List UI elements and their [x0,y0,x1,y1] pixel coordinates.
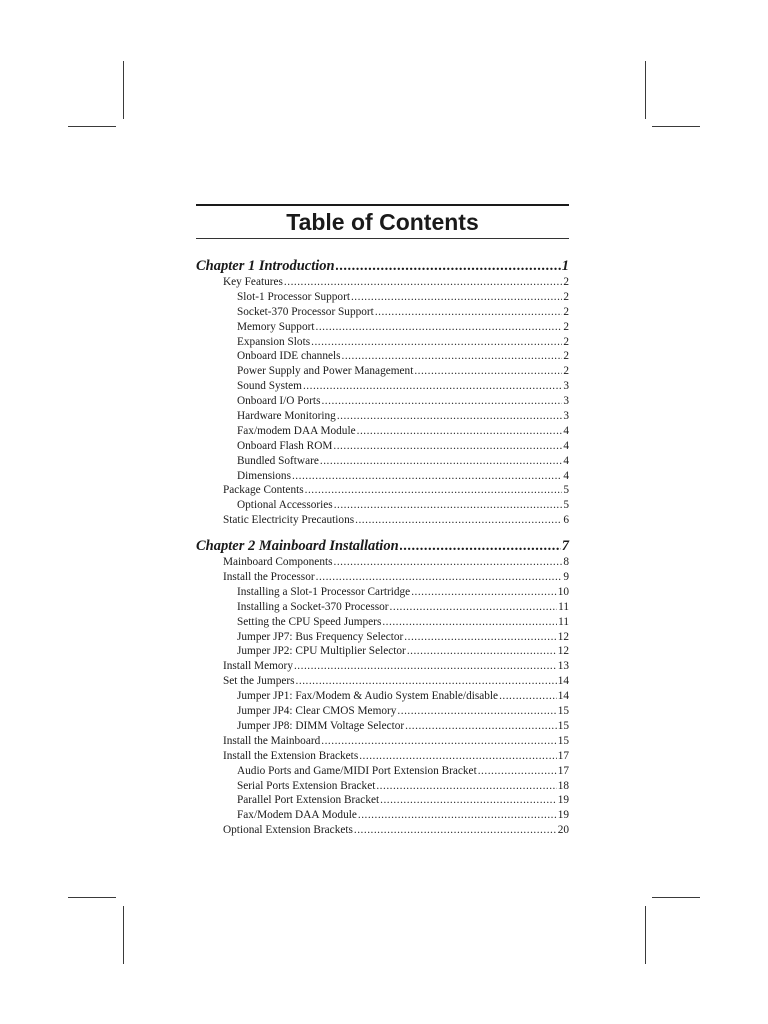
entry-label: Hardware Monitoring [237,410,336,423]
toc-entry [196,779,569,794]
dot-leader [342,349,563,364]
entry-label: Expansion Slots [237,335,311,348]
page-number: 20 [557,824,569,837]
entry-label: Setting the CPU Speed Jumpers [237,615,382,628]
page-number: 15 [557,734,569,747]
toc-entry [196,439,569,454]
toc-entry [196,275,569,290]
entry-label: Dimensions [237,469,291,482]
page-number: 9 [563,571,569,584]
entry-label: Static Electricity Precautions [223,514,355,527]
entry-label: Key Features [223,276,283,288]
entry-label: Jumper JP2: CPU Multiplier Selector [237,645,406,658]
toc-entry [196,719,569,734]
entry-label: Serial Ports Extension Bracket [237,779,376,792]
page-number: 2 [563,350,569,363]
toc-entry [196,793,569,808]
dot-leader [357,424,563,439]
page-number: 2 [563,290,569,303]
entry-label: Fax/Modem DAA Module [237,809,357,822]
entry-label: Install the Processor [223,571,315,584]
page-number: 4 [563,454,569,467]
entry-label: Install the Extension Brackets [223,749,359,762]
page-number: 1 [561,258,569,274]
entry-label: Power Supply and Power Management [237,365,414,378]
crop-mark [645,61,646,119]
toc-entry [196,394,569,409]
page-number: 12 [557,630,569,643]
toc-entry [196,764,569,779]
page-number: 7 [561,538,569,555]
page-number: 10 [557,585,569,598]
entry-label: Optional Accessories [237,499,333,512]
dot-leader [354,823,557,838]
page-number: 8 [563,556,569,569]
dot-leader [376,779,556,794]
dot-leader [404,630,556,645]
toc-entry [196,555,569,570]
dot-leader [382,615,557,630]
toc-chapter-heading [196,257,569,275]
dot-leader [405,719,557,734]
dot-leader [311,335,562,350]
page-number: 4 [563,469,569,482]
dot-leader [337,409,563,424]
entry-label: Package Contents [223,484,304,497]
page-number: 12 [557,645,569,658]
entry-label: Onboard I/O Ports [237,395,321,408]
crop-mark [645,906,646,964]
dot-leader [414,364,562,379]
toc-entry [196,424,569,439]
toc-entry [196,585,569,600]
dot-leader [397,704,556,719]
page-number: 11 [558,615,569,628]
page-number: 2 [563,365,569,378]
dot-leader [400,537,561,555]
toc-entry [196,823,569,838]
toc-entry [196,734,569,749]
entry-label: Installing a Socket-370 Processor [237,600,389,613]
page-number: 13 [557,660,569,673]
toc-entry [196,469,569,484]
dot-leader [499,689,557,704]
toc-entry [196,659,569,674]
toc-entry [196,320,569,335]
toc-entry [196,483,569,498]
page-number: 14 [557,690,569,703]
dot-leader [284,275,562,290]
dot-leader [305,483,563,498]
entry-label: Jumper JP4: Clear CMOS Memory [237,705,397,718]
crop-mark [123,906,124,964]
toc-entry [196,689,569,704]
page-number: 2 [563,335,569,348]
entry-label: Optional Extension Brackets [223,824,353,837]
toc-page [196,204,569,838]
dot-leader [358,808,557,823]
page-number: 5 [563,484,569,497]
toc-entry [196,454,569,469]
toc-entry [196,335,569,350]
page-number: 17 [557,749,569,762]
dot-leader [336,257,561,275]
entry-label: Audio Ports and Game/MIDI Port Extension Bracket [237,764,477,777]
page-number: 3 [563,395,569,408]
toc-list [196,257,569,838]
toc-entry [196,409,569,424]
page-number: 19 [557,794,569,807]
page-number: 3 [563,410,569,423]
page-number: 5 [563,499,569,512]
entry-label: Installing a Slot-1 Processor Cartridge [237,585,411,598]
page-number: 18 [557,779,569,792]
crop-mark [652,126,700,127]
toc-chapter-heading [196,537,569,555]
entry-label: Mainboard Components [223,556,333,569]
dot-leader [359,749,556,764]
entry-label: Socket-370 Processor Support [237,305,374,318]
page-number: 4 [563,424,569,437]
dot-leader [375,305,563,320]
dot-leader [478,764,557,779]
chapter-label: Chapter 2 Mainboard Installation [196,538,399,555]
dot-leader [303,379,562,394]
dot-leader [411,585,557,600]
dot-leader [333,439,562,454]
dot-leader [292,469,562,484]
toc-entry [196,364,569,379]
entry-label: Slot-1 Processor Support [237,290,350,303]
page-number: 4 [563,439,569,452]
crop-mark [123,61,124,119]
toc-entry [196,808,569,823]
page-number: 14 [557,675,569,688]
entry-label: Onboard IDE channels [237,350,341,363]
dot-leader [334,555,563,570]
toc-entry [196,600,569,615]
entry-label: Install the Mainboard [223,734,321,747]
toc-entry [196,498,569,513]
dot-leader [380,793,557,808]
dot-leader [390,600,558,615]
dot-leader [355,513,562,528]
page-number: 6 [563,514,569,527]
dot-leader [351,290,562,305]
page-number: 15 [557,705,569,718]
toc-entry [196,615,569,630]
entry-label: Jumper JP8: DIMM Voltage Selector [237,719,405,732]
entry-label: Onboard Flash ROM [237,439,333,452]
entry-label: Jumper JP7: Bus Frequency Selector [237,630,404,643]
entry-label: Parallel Port Extension Bracket [237,794,380,807]
chapter-label: Chapter 1 Introduction [196,258,335,274]
toc-entry [196,644,569,659]
page-title: Table of Contents [286,209,479,235]
page-number: 15 [557,719,569,732]
toc-entry [196,513,569,528]
dot-leader [321,394,562,409]
dot-leader [316,320,563,335]
entry-label: Set the Jumpers [223,675,295,688]
entry-label: Sound System [237,380,302,393]
toc-entry [196,379,569,394]
page-number: 11 [558,600,569,613]
crop-mark [652,897,700,898]
page-number: 3 [563,380,569,393]
toc-entry [196,704,569,719]
crop-mark [68,126,116,127]
page-number: 17 [557,764,569,777]
dot-leader [316,570,563,585]
dot-leader [296,674,557,689]
entry-label: Install Memory [223,660,293,673]
dot-leader [320,454,562,469]
entry-label: Fax/modem DAA Module [237,424,356,437]
entry-label: Bundled Software [237,454,319,467]
dot-leader [294,659,557,674]
page-number: 2 [563,276,569,288]
page-number: 19 [557,809,569,822]
page-number: 2 [563,305,569,318]
entry-label: Jumper JP1: Fax/Modem & Audio System Enable/disable [237,690,499,703]
dot-leader [407,644,557,659]
crop-mark [68,897,116,898]
dot-leader [334,498,563,513]
dot-leader [321,734,556,749]
toc-entry [196,749,569,764]
toc-entry [196,349,569,364]
entry-label: Memory Support [237,320,315,333]
page-number: 2 [563,320,569,333]
toc-entry [196,674,569,689]
toc-entry [196,290,569,305]
toc-entry [196,570,569,585]
toc-entry [196,305,569,320]
toc-entry [196,630,569,645]
title-rule-top [196,204,569,206]
